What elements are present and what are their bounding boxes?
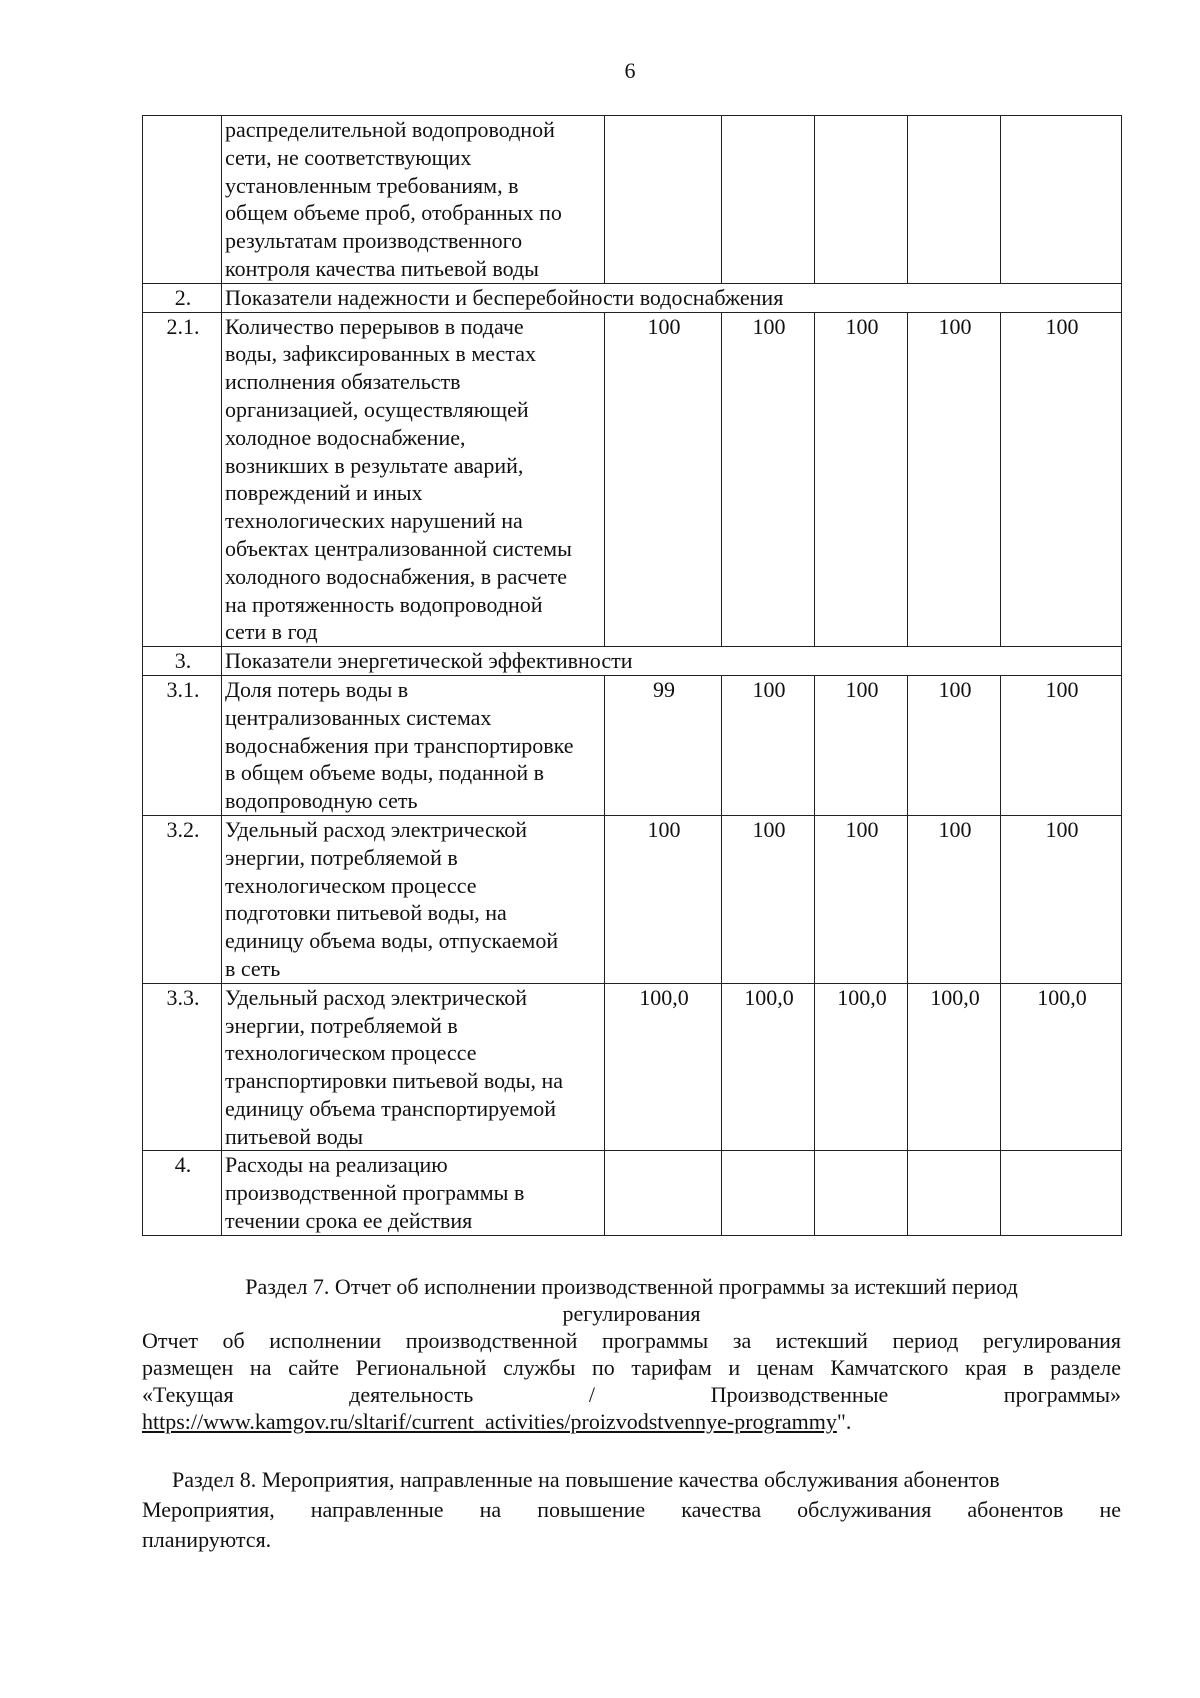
indicator-value: 100 — [908, 312, 1001, 647]
section-8-body-line: планируются. — [142, 1527, 272, 1552]
indicator-value: 100,0 — [722, 983, 815, 1151]
table-section-row — [143, 283, 1122, 312]
indicator-name-line: в сеть — [225, 955, 281, 981]
indicator-name-line: единицу объема воды, отпускаемой — [225, 928, 559, 954]
indicator-name — [222, 815, 605, 983]
table-body — [143, 116, 1122, 1236]
indicator-name-line: технологическом процессе — [225, 872, 477, 898]
indicator-name-line: организацией, осуществляющей — [225, 396, 529, 422]
section-7-body-line: Отчет об исполнении производственной программы за истекший период регулирования — [142, 1328, 1121, 1353]
indicator-value: 100 — [605, 815, 722, 983]
indicator-name-line: Удельный расход электрической — [225, 816, 528, 842]
indicator-name-line: установленным требованиям, в — [225, 172, 519, 198]
section-7-link-line: https://www.kamgov.ru/sltarif/current_activities/proizvodstvennye-programmy". — [142, 1409, 852, 1434]
indicator-name-line: объектах централизованной системы — [225, 535, 572, 561]
row-number: 4. — [143, 1151, 222, 1235]
row-number — [143, 116, 222, 284]
indicator-value: 100,0 — [908, 983, 1001, 1151]
table-row — [143, 675, 1122, 815]
indicator-name-line: водоснабжения при транспортировке — [225, 732, 574, 758]
indicator-name-line: Количество перерывов в подаче — [225, 313, 524, 339]
row-number: 3.1. — [143, 675, 222, 815]
indicator-value — [1001, 1151, 1122, 1235]
indicator-value — [722, 1151, 815, 1235]
indicator-name-line: Расходы на реализацию — [225, 1152, 448, 1178]
indicator-name-line: подготовки питьевой воды, на — [225, 900, 507, 926]
indicator-name-line: единицу объема транспортируемой — [225, 1095, 557, 1121]
indicator-name-line: Удельный расход электрической — [225, 984, 528, 1010]
row-number: 2.1. — [143, 312, 222, 647]
indicator-value: 100 — [722, 815, 815, 983]
indicator-value: 100 — [1001, 675, 1122, 815]
indicator-name-line: энергии, потребляемой в — [225, 1012, 458, 1038]
indicator-name-line: сети в год — [225, 619, 318, 645]
indicator-name-line: технологическом процессе — [225, 1040, 477, 1066]
indicator-value: 100,0 — [1001, 983, 1122, 1151]
table-row — [143, 312, 1122, 647]
indicator-name-line: энергии, потребляемой в — [225, 844, 458, 870]
page-number: 6 — [624, 58, 636, 83]
indicator-name-line: повреждений и иных — [225, 480, 423, 506]
indicator-name-line: общем объеме проб, отобранных по — [225, 200, 562, 226]
indicator-name-line: централизованных системах — [225, 704, 492, 730]
indicator-name-line: транспортировки питьевой воды, на — [225, 1068, 563, 1094]
section-7 — [142, 1273, 1121, 1435]
indicator-value: 100,0 — [815, 983, 908, 1151]
indicator-name — [222, 1151, 605, 1235]
indicator-name — [222, 983, 605, 1151]
table-row — [143, 1151, 1122, 1235]
report-link[interactable]: https://www.kamgov.ru/sltarif/current_activities/proizvodstvennye-programmy — [142, 1409, 837, 1434]
indicator-value: 100 — [605, 312, 722, 647]
section-8 — [142, 1465, 1121, 1555]
indicator-value: 100 — [815, 312, 908, 647]
indicator-name-line: возникших в результате аварий, — [225, 452, 524, 478]
indicator-value: 100 — [815, 675, 908, 815]
indicator-name-line: контроля качества питьевой воды — [225, 255, 539, 281]
indicator-value: 100 — [722, 675, 815, 815]
indicator-value: 100,0 — [605, 983, 722, 1151]
table-row — [143, 815, 1122, 983]
indicator-name-line: водопроводную сеть — [225, 788, 418, 814]
section-7-title: Раздел 7. Отчет об исполнении производственной программы за истекший период регулирования — [245, 1274, 1018, 1326]
indicator-value: 100 — [908, 815, 1001, 983]
indicator-name-line: производственной программы в — [225, 1180, 525, 1206]
indicator-value — [1001, 116, 1122, 284]
table-row — [143, 983, 1122, 1151]
section-title: Показатели надежности и бесперебойности водоснабжения — [222, 283, 1122, 312]
table-row — [143, 116, 1122, 284]
indicator-name-line: холодного водоснабжения, в расчете — [225, 563, 567, 589]
indicator-name — [222, 675, 605, 815]
section-7-body-line: «Текущая деятельность / Производственные программы» — [142, 1382, 1121, 1407]
indicator-name-line: Доля потерь воды в — [225, 676, 409, 702]
indicator-value: 100 — [1001, 815, 1122, 983]
indicator-name — [222, 116, 605, 284]
row-number: 3. — [143, 647, 222, 676]
table-section-row — [143, 647, 1122, 676]
indicator-value — [815, 116, 908, 284]
indicator-value — [722, 116, 815, 284]
indicator-name-line: холодное водоснабжение, — [225, 424, 466, 450]
indicator-value: 99 — [605, 675, 722, 815]
indicator-name-line: на протяженность водопроводной — [225, 591, 543, 617]
section-title: Показатели энергетической эффективности — [222, 647, 1122, 676]
indicator-value: 100 — [908, 675, 1001, 815]
indicator-name-line: исполнения обязательств — [225, 369, 461, 395]
indicator-value: 100 — [722, 312, 815, 647]
row-number: 2. — [143, 283, 222, 312]
indicator-value: 100 — [1001, 312, 1122, 647]
indicator-value — [815, 1151, 908, 1235]
indicators-table — [142, 115, 1122, 1236]
row-number: 3.2. — [143, 815, 222, 983]
indicator-name-line: результатам производственного — [225, 228, 523, 254]
row-number: 3.3. — [143, 983, 222, 1151]
section-8-title: Раздел 8. Мероприятия, направленные на повышение качества обслуживания абонентов — [172, 1467, 1000, 1492]
indicator-value — [908, 1151, 1001, 1235]
section-8-body-line: Мероприятия, направленные на повышение качества обслуживания абонентов не — [142, 1497, 1121, 1522]
indicator-value: 100 — [815, 815, 908, 983]
indicator-value — [908, 116, 1001, 284]
indicator-name-line: воды, зафиксированных в местах — [225, 341, 536, 367]
indicator-name-line: питьевой воды — [225, 1123, 364, 1149]
indicator-name-line: распределительной водопроводной — [225, 117, 555, 142]
indicator-name-line: сети, не соответствующих — [225, 144, 472, 170]
indicator-value — [605, 1151, 722, 1235]
indicator-name-line: в общем объеме воды, поданной в — [225, 760, 545, 786]
section-7-body-line: размещен на сайте Региональной службы по тарифам и ценам Камчатского края в разделе — [142, 1355, 1121, 1380]
indicator-value — [605, 116, 722, 284]
indicator-name — [222, 312, 605, 647]
indicator-name-line: технологических нарушений на — [225, 508, 523, 534]
indicator-name-line: течении срока ее действия — [225, 1208, 473, 1234]
